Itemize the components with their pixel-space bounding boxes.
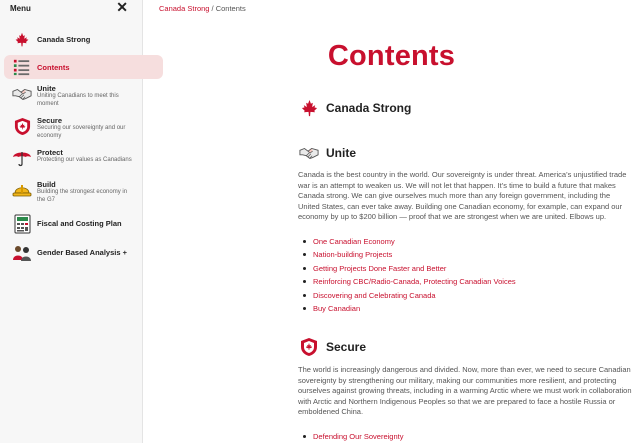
section-unite-links (303, 235, 516, 315)
sidebar-item-desc: Protecting our values as Canadians (37, 157, 132, 163)
page-title: Contents (327, 40, 456, 72)
sidebar-item-fiscal-plan[interactable] (4, 214, 163, 236)
section-heading: Secure (326, 340, 367, 354)
sidebar-item-label: Unite (37, 84, 56, 93)
sidebar-item-label: Secure (37, 116, 63, 125)
hard-hat-icon (12, 180, 32, 200)
people-icon (12, 243, 32, 263)
list-item (303, 430, 403, 443)
sidebar-item-canada-strong[interactable] (4, 30, 163, 50)
sidebar-item-unite[interactable] (4, 84, 163, 114)
section-heading: Canada Strong (326, 101, 412, 115)
sidebar-item-desc: Uniting Canadians to meet this moment (37, 93, 119, 107)
sidebar-item-label: Protect (37, 148, 63, 157)
shield-icon (12, 116, 32, 136)
sidebar-item-gba-plus[interactable] (4, 243, 163, 265)
list-item (303, 302, 516, 315)
contents-list-icon (12, 57, 32, 77)
section-secure-text: The world is increasingly dangerous and divided. Now, more than ever, we need to secure Canadian sovereignty by strengthening our military, making our communities more resilient, and protecting ourselves against growing threats, including in a warming Arctic where we must work in collaboration with Arctic and Northern Indigenous Peoples so that we are prepared to face a hostile Russia or emboldened China. (298, 365, 632, 417)
section-unite-heading[interactable] (299, 143, 356, 163)
link-cbc-radio-canada[interactable]: Reinforcing CBC/Radio-Canada, Protecting Canadian Voices (313, 277, 516, 287)
sidebar-item-protect[interactable] (4, 148, 163, 178)
handshake-icon (12, 84, 32, 104)
section-canada-strong-heading[interactable] (299, 98, 411, 118)
menu-title: Menu (10, 4, 31, 13)
main-content (143, 0, 640, 443)
sidebar-item-label: Build (37, 180, 56, 189)
list-item (303, 262, 516, 275)
link-one-canadian-economy[interactable]: One Canadian Economy (313, 237, 395, 246)
sidebar-item-build[interactable] (4, 180, 163, 210)
sidebar-item-label: Contents (37, 63, 70, 72)
sidebar-item-label: Canada Strong (37, 35, 91, 44)
section-heading: Unite (326, 146, 356, 160)
sidebar-item-desc: Securing our sovereignty and our economy (37, 125, 126, 139)
close-icon[interactable]: ✕ (116, 0, 128, 15)
list-item (303, 235, 516, 248)
breadcrumb (159, 4, 246, 13)
list-item (303, 275, 516, 288)
shield-icon (299, 337, 319, 357)
section-unite-text: Canada is the best country in the world. Our sovereignty is under threat. America’s unjustified trade war is an attempt to weaken us. We will not let that happen. It’s time to build a future that makes Canada strong. We can give ourselves much more than any foreign government, including the United States, can ever take away. Building one Canadian economy, for example, can expand our economy by up to $200 billion — proof that we are strongest when we are united. Elbows up. (298, 170, 627, 222)
list-item (303, 248, 516, 261)
sidebar-item-desc: Building the strongest economy in the G7 (37, 189, 128, 203)
menu-header (0, 0, 142, 18)
sidebar-item-contents[interactable] (4, 55, 163, 79)
section-secure-heading[interactable] (299, 337, 366, 357)
sidebar-menu (0, 0, 143, 443)
sidebar-item-label: Gender Based Analysis + (37, 248, 127, 257)
section-secure-links (303, 430, 403, 443)
umbrella-icon (12, 148, 32, 168)
link-discovering-canada[interactable]: Discovering and Celebrating Canada (313, 290, 436, 300)
sidebar-item-label: Fiscal and Costing Plan (37, 219, 122, 228)
breadcrumb-link-canada-strong[interactable]: Canada Strong (159, 4, 210, 13)
handshake-icon (299, 143, 319, 163)
fiscal-plan-icon (12, 214, 32, 234)
sidebar-item-secure[interactable] (4, 116, 163, 146)
link-buy-canadian[interactable]: Buy Canadian (313, 304, 361, 314)
maple-leaf-icon (299, 98, 319, 118)
breadcrumb-current: Contents (215, 4, 246, 13)
link-nation-building-projects[interactable]: Nation-building Projects (313, 250, 393, 260)
link-projects-faster[interactable]: Getting Projects Done Faster and Better (313, 263, 447, 273)
link-defending-sovereignty[interactable]: Defending Our Sovereignty (313, 432, 404, 441)
list-item (303, 289, 516, 302)
breadcrumb-separator: / (209, 4, 216, 13)
maple-leaf-icon (12, 30, 32, 50)
